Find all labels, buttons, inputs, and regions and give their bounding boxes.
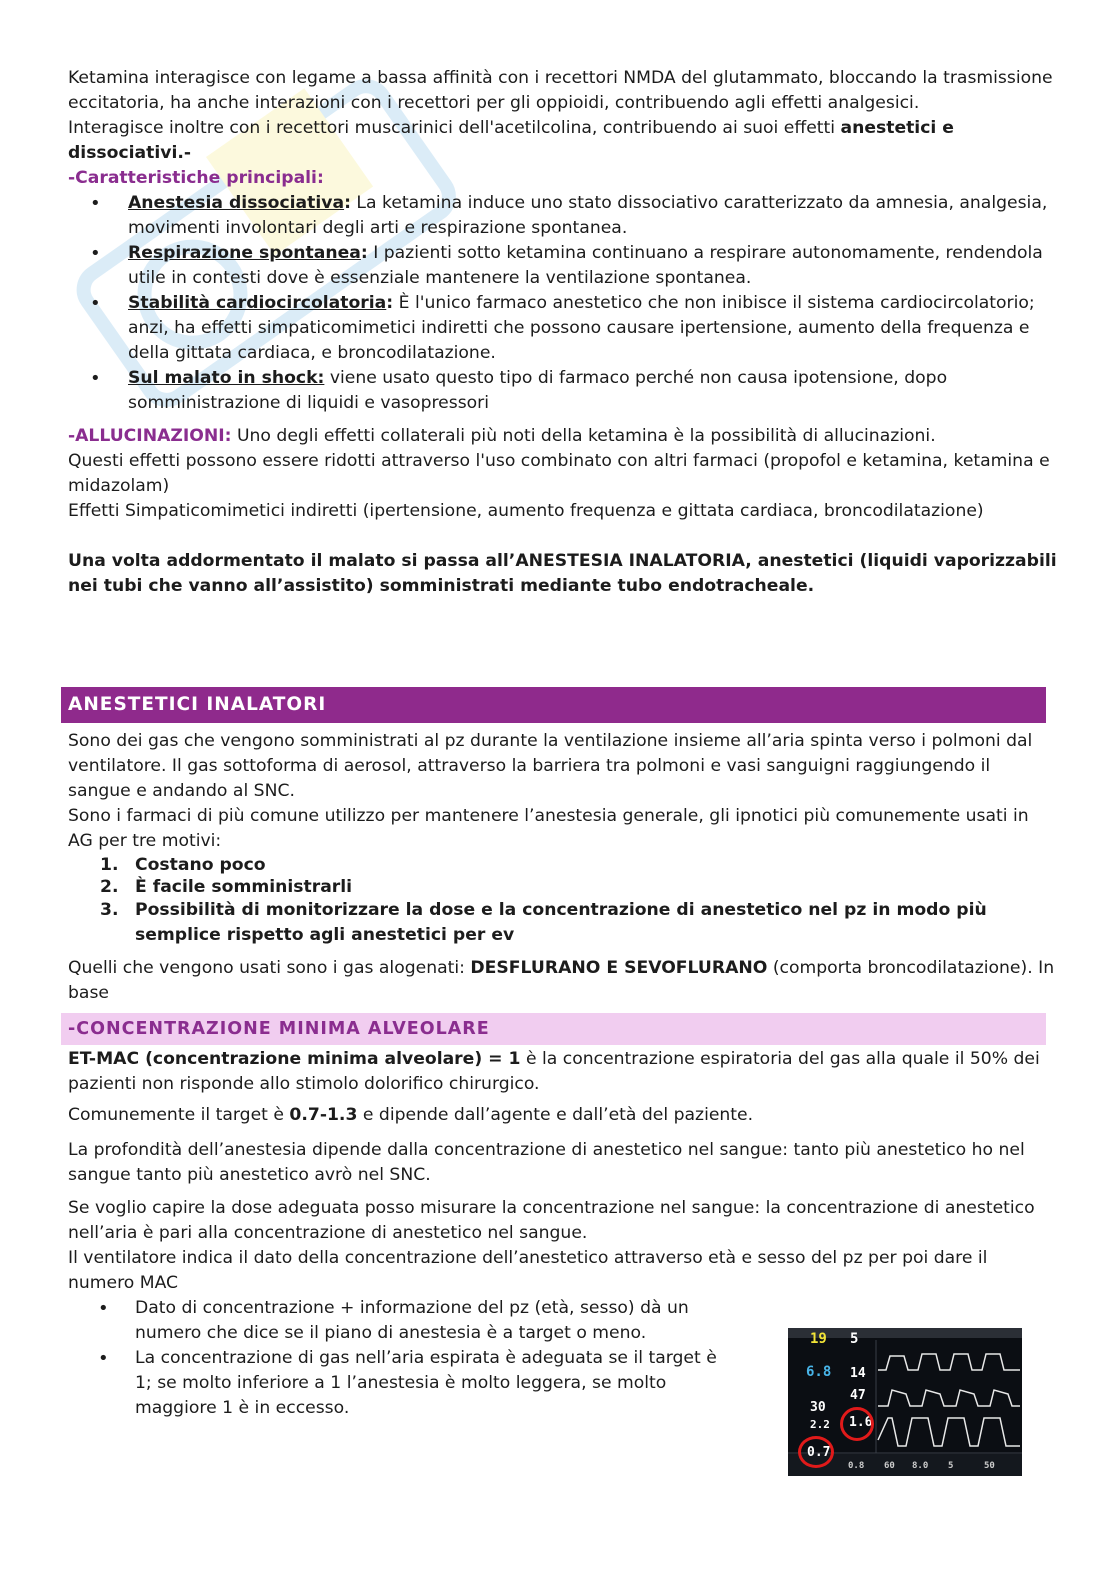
list-item: 3. Possibilità di monitorizzare la dose e la concentrazione di anestetico nel pz in modo più semplice rispetto agli anestetici per ev — [100, 900, 987, 945]
list-item: 1. Costano poco — [100, 855, 266, 875]
section2-paragraph-2: Comunemente il target è 0.7-1.3 e dipende dall’agente e dall’età del paziente. — [68, 1105, 754, 1125]
highlight-circle — [840, 1407, 874, 1441]
intro-paragraph-2: Interagisce inoltre con i recettori muscarinici dell'acetilcolina, contribuendo ai suoi effetti anestetici e dissociativi.- — [68, 118, 954, 163]
list-item: • La concentrazione di gas nell’aria espirata è adeguata se il target è 1; se molto inferiore a 1 l’anestesia è molto leggera, se molto maggiore 1 è in eccesso. — [68, 1346, 718, 1421]
monitor-hr-value: 19 — [810, 1331, 827, 1347]
monitor-value-30: 30 — [810, 1400, 826, 1415]
features-list — [68, 191, 1058, 416]
section1-paragraph-2: Sono i farmaci di più comune utilizzo per mantenere l’anestesia generale, gli ipnotici più comunemente usati in AG per tre motivi: — [68, 806, 1029, 851]
intro-paragraph-1: Ketamina interagisce con legame a bassa affinità con i recettori NMDA del glutammato, bloccando la trasmissione eccitatoria, ha anche interazioni con i recettori per gli oppioidi, contribuendo agli effetti analgesici. — [68, 68, 1053, 113]
section2-paragraph-4: Se voglio capire la dose adeguata posso misurare la concentrazione nel sangue: la concentrazione di anestetico nell’aria è pari alla concentrazione di anestetico nel sangue. — [68, 1198, 1035, 1243]
section1-paragraph-3: Quelli che vengono usati sono i gas alogenati: DESFLURANO E SEVOFLURANO (comporta broncodilatazione). In base — [68, 958, 1055, 1003]
monitor-footer-value: 8.0 — [912, 1461, 929, 1471]
section2-paragraph-5: Il ventilatore indica il dato della concentrazione dell’anestetico attraverso età e sesso del pz per poi dare il numero MAC — [68, 1248, 988, 1293]
allucinazioni-paragraph: -ALLUCINAZIONI: Uno degli effetti collaterali più noti della ketamina è la possibilità di allucinazioni. — [68, 426, 936, 446]
section1-paragraph-1: Sono dei gas che vengono somministrati al pz durante la ventilazione insieme all’aria spinta verso i polmoni dal ventilatore. Il gas sottoforma di aerosol, attraverso la barriera tra polmoni e vasi sanguigni raggiungendo il sangue e andando al SNC. — [68, 731, 1033, 801]
monitor-value-6-8: 6.8 — [806, 1364, 832, 1380]
monitor-value-2-2: 2.2 — [810, 1418, 830, 1431]
highlight-circle — [798, 1436, 834, 1468]
list-item: • Stabilità cardiocircolatoria: È l'unico farmaco anestetico che non inibisce il sistema cardiocircolatorio; anzi, ha effetti simpaticomimetici indiretti che possono causare ipertensione, aumento della frequenza e della gittata cardiaca, e broncodilatazione. — [68, 291, 1058, 366]
list-item: • Anestesia dissociativa: La ketamina induce uno stato dissociativo caratterizzato da amnesia, analgesia, movimenti involontari degli arti e respirazione spontanea. — [68, 191, 1058, 241]
section2-paragraph-3: La profondità dell’anestesia dipende dalla concentrazione di anestetico nel sangue: tanto più anestetico ho nel sangue tanto più anestetico avrò nel SNC. — [68, 1140, 1025, 1185]
anestesia-inalatoria-paragraph: Una volta addormentato il malato si passa all’ANESTESIA INALATORIA, anestetici (liquidi vaporizzabili nei tubi che vanno all’assistito) somministrati mediante tubo endotracheale. — [68, 551, 1057, 596]
monitor-footer-value: 5 — [948, 1461, 954, 1471]
monitor-mac-insp-value: 1.6 — [849, 1415, 873, 1430]
allucinazioni-paragraph-2: Questi effetti possono essere ridotti attraverso l'uso combinato con altri farmaci (propofol e ketamina, ketamina e midazolam) — [68, 451, 1050, 496]
list-item: • Respirazione spontanea: I pazienti sotto ketamina continuano a respirare autonomamente, rendendola utile in contesti dove è essenziale mantenere la ventilazione spontanea. — [68, 241, 1058, 291]
monitor-mac-exp-value: 0.7 — [807, 1445, 831, 1460]
monitor-footer-value: 60 — [884, 1461, 895, 1471]
monitor-value-14: 14 — [850, 1366, 866, 1381]
list-item: • Sul malato in shock: viene usato questo tipo di farmaco perché non causa ipotensione, dopo somministrazione di liquidi e vasopressori — [68, 366, 1058, 416]
list-item: 2. È facile somministrarli — [100, 877, 353, 897]
features-heading: -Caratteristiche principali: — [68, 168, 324, 188]
anesthesia-monitor-image — [788, 1328, 1022, 1476]
section2-paragraph-1: ET-MAC (concentrazione minima alveolare) = 1 è la concentrazione espiratoria del gas alla quale il 50% dei pazienti non risponde allo stimolo dolorifico chirurgico. — [68, 1049, 1040, 1094]
monitor-footer-value: 50 — [984, 1461, 995, 1471]
mac-bullets — [68, 1296, 718, 1421]
monitor-value-47: 47 — [850, 1388, 866, 1403]
list-item: • Dato di concentrazione + informazione del pz (età, sesso) dà un numero che dice se il piano di anestesia è a target o meno. — [68, 1296, 718, 1346]
reasons-list — [68, 854, 1058, 948]
monitor-value-5: 5 — [850, 1331, 859, 1347]
allucinazioni-paragraph-3: Effetti Simpaticomimetici indiretti (ipertensione, aumento frequenza e gittata cardiaca, broncodilatazione) — [68, 501, 984, 521]
section-heading-concentrazione: -CONCENTRAZIONE MINIMA ALVEOLARE — [61, 1013, 1046, 1045]
section-heading-anestetici-inalatori: ANESTETICI INALATORI — [61, 687, 1046, 723]
document-page — [68, 66, 1058, 1421]
monitor-footer-value: 0.8 — [848, 1461, 865, 1471]
